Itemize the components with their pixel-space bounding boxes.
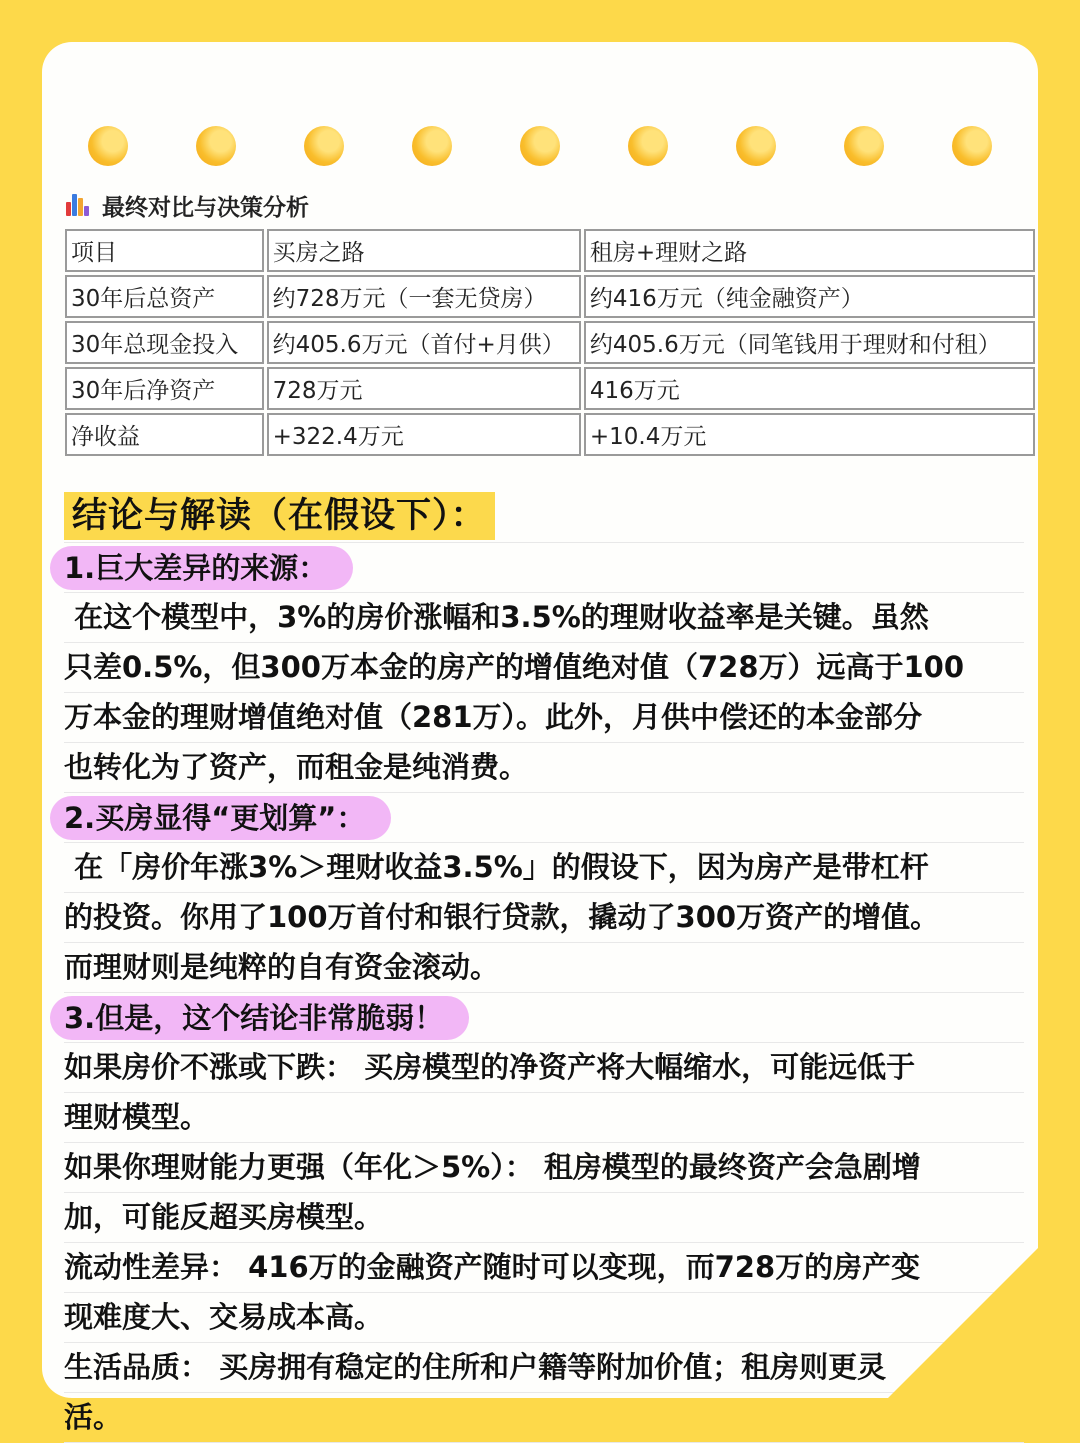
conclusion-section <box>64 490 1024 1443</box>
binder-hole <box>736 126 776 166</box>
paragraph-line: 如果你理财能力更强（年化＞5%）： 租房模型的最终资产会急剧增 <box>64 1143 1024 1193</box>
binder-hole <box>952 126 992 166</box>
table-cell: +10.4万元 <box>584 413 1035 456</box>
table-cell: 买房之路 <box>267 229 581 272</box>
point-title: 2.买房显得“更划算”： <box>50 796 391 840</box>
table-cell: 项目 <box>65 229 264 272</box>
table-cell: 约728万元（一套无贷房） <box>267 275 581 318</box>
table-cell: 728万元 <box>267 367 581 410</box>
table-cell: 30年后总资产 <box>65 275 264 318</box>
comparison-table <box>62 226 1038 459</box>
paragraph-line: 现难度大、交易成本高。 <box>64 1293 1024 1343</box>
paragraph-line: 只差0.5%，但300万本金的房产的增值绝对值（728万）远高于100 <box>64 643 1024 693</box>
paragraph-line: 在「房价年涨3%＞理财收益3.5%」的假设下，因为房产是带杠杆 <box>64 843 1024 893</box>
table-row <box>65 321 1035 364</box>
point-title: 1.巨大差异的来源： <box>50 546 353 590</box>
paragraph-line: 加，可能反超买房模型。 <box>64 1193 1024 1243</box>
point-title: 3.但是，这个结论非常脆弱！ <box>50 996 469 1040</box>
conclusion-heading: 结论与解读（在假设下）： <box>64 492 495 540</box>
conclusion-heading-row <box>64 490 1024 543</box>
table-cell: 净收益 <box>65 413 264 456</box>
paragraph-line: 流动性差异： 416万的金融资产随时可以变现，而728万的房产变 <box>64 1243 1024 1293</box>
page-curl <box>888 1248 1038 1398</box>
section-title-text: 最终对比与决策分析 <box>102 194 309 221</box>
binder-hole <box>628 126 668 166</box>
binder-hole <box>196 126 236 166</box>
conclusion-points <box>64 543 1024 1443</box>
table-cell: +322.4万元 <box>267 413 581 456</box>
table-row <box>65 413 1035 456</box>
binder-holes <box>42 126 1038 168</box>
paragraph-line: 理财模型。 <box>64 1093 1024 1143</box>
table-cell: 约405.6万元（同笔钱用于理财和付租） <box>584 321 1035 364</box>
paragraph-line: 生活品质： 买房拥有稳定的住所和户籍等附加价值；租房则更灵 <box>64 1343 1024 1393</box>
notebook-card <box>42 42 1038 1434</box>
table-cell: 约416万元（纯金融资产） <box>584 275 1035 318</box>
binder-hole <box>520 126 560 166</box>
paragraph-line: 活。 <box>64 1393 1024 1443</box>
paragraph-line: 万本金的理财增值绝对值（281万）。此外，月供中偿还的本金部分 <box>64 693 1024 743</box>
table-cell: 约405.6万元（首付+月供） <box>267 321 581 364</box>
point-title-row <box>64 793 1024 843</box>
binder-hole <box>412 126 452 166</box>
table-row <box>65 367 1035 410</box>
table-row <box>65 275 1035 318</box>
binder-hole <box>844 126 884 166</box>
table-cell: 30年后净资产 <box>65 367 264 410</box>
table-cell: 30年总现金投入 <box>65 321 264 364</box>
point-title-row <box>64 993 1024 1043</box>
binder-hole <box>304 126 344 166</box>
paragraph-line: 而理财则是纯粹的自有资金滚动。 <box>64 943 1024 993</box>
paragraph-line: 如果房价不涨或下跌： 买房模型的净资产将大幅缩水，可能远低于 <box>64 1043 1024 1093</box>
point-title-row <box>64 543 1024 593</box>
paragraph-line: 也转化为了资产，而租金是纯消费。 <box>64 743 1024 793</box>
paragraph-line: 的投资。你用了100万首付和银行贷款，撬动了300万资产的增值。 <box>64 893 1024 943</box>
table-cell: 416万元 <box>584 367 1035 410</box>
binder-hole <box>88 126 128 166</box>
table-header-row <box>65 229 1035 272</box>
paragraph-line: 在这个模型中，3%的房价涨幅和3.5%的理财收益率是关键。虽然 <box>64 593 1024 643</box>
table-cell: 租房+理财之路 <box>584 229 1035 272</box>
section-title <box>64 187 309 223</box>
bar-chart-icon <box>64 192 90 218</box>
